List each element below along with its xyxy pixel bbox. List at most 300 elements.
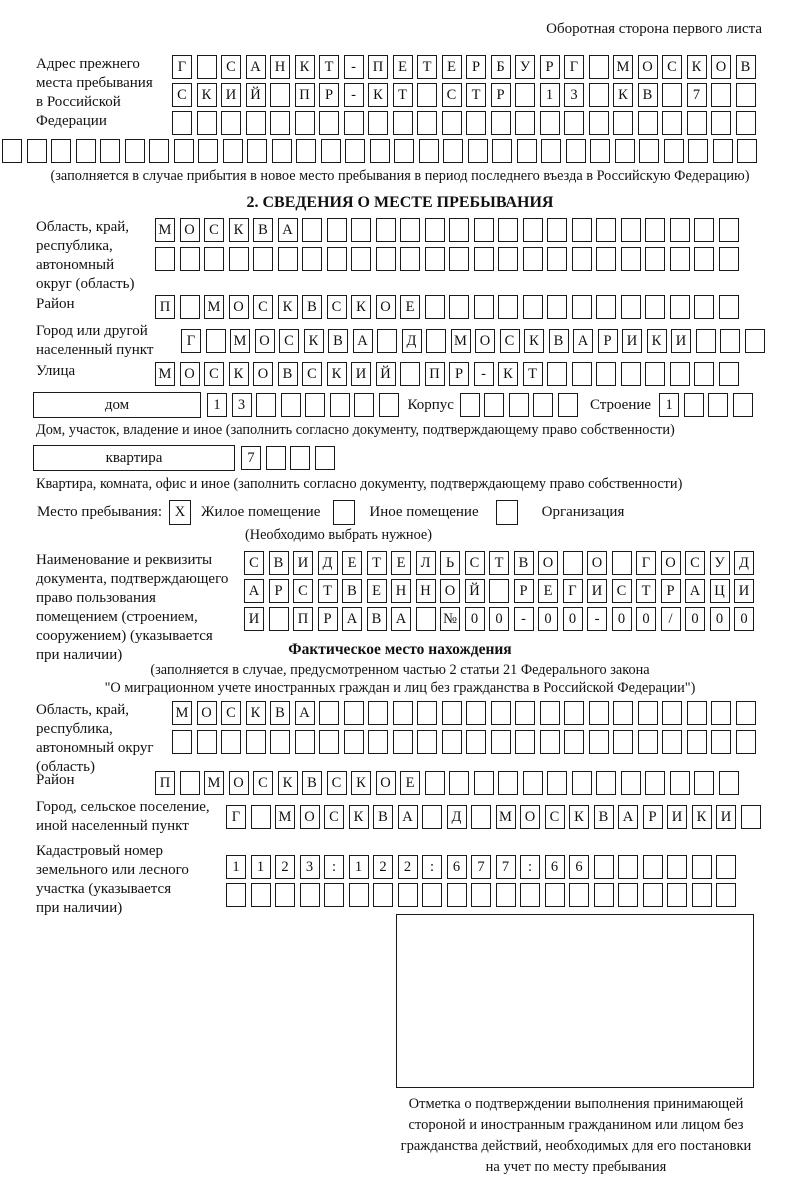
char-box[interactable] <box>594 883 614 907</box>
char-box[interactable]: К <box>351 295 371 319</box>
char-box[interactable]: Т <box>319 55 339 79</box>
char-box[interactable]: Р <box>319 83 339 107</box>
char-box[interactable]: И <box>293 551 313 575</box>
char-box[interactable] <box>547 362 567 386</box>
char-box[interactable] <box>540 701 560 725</box>
char-box[interactable] <box>474 218 494 242</box>
char-box[interactable] <box>442 730 462 754</box>
char-box[interactable] <box>468 139 488 163</box>
char-box[interactable]: В <box>278 362 298 386</box>
char-box[interactable] <box>687 730 707 754</box>
char-box[interactable] <box>376 218 396 242</box>
char-box[interactable] <box>269 607 289 631</box>
char-box[interactable] <box>204 247 224 271</box>
char-box[interactable]: Н <box>391 579 411 603</box>
char-box[interactable]: М <box>204 295 224 319</box>
char-box[interactable]: В <box>253 218 273 242</box>
char-box[interactable] <box>572 362 592 386</box>
char-box[interactable]: К <box>692 805 712 829</box>
char-box[interactable] <box>419 139 439 163</box>
char-box[interactable] <box>302 247 322 271</box>
char-box[interactable] <box>226 883 246 907</box>
char-box[interactable]: Т <box>523 362 543 386</box>
char-box[interactable]: С <box>442 83 462 107</box>
char-box[interactable] <box>613 701 633 725</box>
char-box[interactable] <box>400 362 420 386</box>
char-box[interactable] <box>564 111 584 135</box>
char-box[interactable] <box>155 247 175 271</box>
char-box[interactable] <box>643 855 663 879</box>
char-box[interactable] <box>296 139 316 163</box>
char-box[interactable]: Е <box>391 551 411 575</box>
char-box[interactable] <box>172 730 192 754</box>
char-box[interactable]: 6 <box>447 855 467 879</box>
char-box[interactable] <box>491 730 511 754</box>
char-box[interactable] <box>694 247 714 271</box>
char-box[interactable] <box>670 295 690 319</box>
char-box[interactable] <box>443 139 463 163</box>
stay-option-other-checkbox[interactable] <box>333 500 355 525</box>
char-box[interactable] <box>270 111 290 135</box>
char-box[interactable]: О <box>475 329 495 353</box>
char-box[interactable]: О <box>253 362 273 386</box>
char-box[interactable]: И <box>587 579 607 603</box>
char-box[interactable] <box>736 111 756 135</box>
char-box[interactable] <box>223 139 243 163</box>
char-box[interactable]: Л <box>416 551 436 575</box>
char-box[interactable] <box>515 701 535 725</box>
char-box[interactable]: Д <box>734 551 754 575</box>
char-box[interactable]: В <box>594 805 614 829</box>
char-box[interactable] <box>253 247 273 271</box>
char-box[interactable] <box>572 218 592 242</box>
char-box[interactable] <box>662 701 682 725</box>
char-box[interactable] <box>618 855 638 879</box>
char-box[interactable]: Т <box>466 83 486 107</box>
char-box[interactable]: И <box>671 329 691 353</box>
char-box[interactable] <box>692 855 712 879</box>
char-box[interactable] <box>319 730 339 754</box>
char-box[interactable] <box>221 730 241 754</box>
char-box[interactable] <box>613 111 633 135</box>
char-box[interactable] <box>246 730 266 754</box>
char-box[interactable] <box>498 247 518 271</box>
char-box[interactable]: И <box>221 83 241 107</box>
char-box[interactable] <box>425 218 445 242</box>
char-box[interactable] <box>589 83 609 107</box>
char-box[interactable]: Г <box>563 579 583 603</box>
char-box[interactable] <box>515 730 535 754</box>
char-box[interactable]: - <box>344 83 364 107</box>
char-box[interactable]: А <box>391 607 411 631</box>
char-box[interactable]: К <box>278 295 298 319</box>
char-box[interactable] <box>246 111 266 135</box>
char-box[interactable]: М <box>613 55 633 79</box>
char-box[interactable]: Е <box>342 551 362 575</box>
char-box[interactable]: О <box>180 362 200 386</box>
char-box[interactable]: Й <box>246 83 266 107</box>
char-box[interactable] <box>509 393 529 417</box>
char-box[interactable]: К <box>613 83 633 107</box>
char-box[interactable] <box>400 218 420 242</box>
char-box[interactable]: 6 <box>569 855 589 879</box>
char-box[interactable]: С <box>465 551 485 575</box>
char-box[interactable]: Р <box>318 607 338 631</box>
char-box[interactable] <box>566 139 586 163</box>
char-box[interactable] <box>174 139 194 163</box>
char-box[interactable] <box>471 805 491 829</box>
char-box[interactable]: В <box>270 701 290 725</box>
char-box[interactable]: 0 <box>538 607 558 631</box>
char-box[interactable] <box>449 771 469 795</box>
char-box[interactable] <box>737 139 757 163</box>
char-box[interactable] <box>523 247 543 271</box>
char-box[interactable]: Р <box>540 55 560 79</box>
char-box[interactable]: О <box>520 805 540 829</box>
char-box[interactable]: К <box>197 83 217 107</box>
char-box[interactable] <box>300 883 320 907</box>
char-box[interactable]: К <box>229 362 249 386</box>
char-box[interactable] <box>180 771 200 795</box>
char-box[interactable] <box>547 771 567 795</box>
char-box[interactable]: Р <box>643 805 663 829</box>
char-box[interactable]: К <box>327 362 347 386</box>
char-box[interactable] <box>720 329 740 353</box>
char-box[interactable] <box>667 883 687 907</box>
char-box[interactable] <box>180 295 200 319</box>
char-box[interactable]: Е <box>400 295 420 319</box>
char-box[interactable]: 2 <box>275 855 295 879</box>
char-box[interactable]: В <box>736 55 756 79</box>
char-box[interactable] <box>670 362 690 386</box>
char-box[interactable] <box>572 247 592 271</box>
char-box[interactable]: С <box>327 295 347 319</box>
char-box[interactable]: С <box>221 701 241 725</box>
char-box[interactable]: А <box>353 329 373 353</box>
char-box[interactable]: К <box>647 329 667 353</box>
char-box[interactable]: И <box>351 362 371 386</box>
char-box[interactable] <box>422 883 442 907</box>
char-box[interactable] <box>667 855 687 879</box>
char-box[interactable]: К <box>295 55 315 79</box>
char-box[interactable] <box>594 855 614 879</box>
char-box[interactable] <box>645 771 665 795</box>
char-box[interactable]: 7 <box>241 446 261 470</box>
char-box[interactable]: : <box>324 855 344 879</box>
char-box[interactable] <box>197 111 217 135</box>
char-box[interactable] <box>596 771 616 795</box>
char-box[interactable]: 0 <box>465 607 485 631</box>
char-box[interactable] <box>523 295 543 319</box>
char-box[interactable]: Т <box>393 83 413 107</box>
char-box[interactable] <box>612 551 632 575</box>
char-box[interactable]: В <box>302 771 322 795</box>
char-box[interactable]: М <box>275 805 295 829</box>
char-box[interactable]: М <box>230 329 250 353</box>
char-box[interactable] <box>27 139 47 163</box>
stay-option-organization-checkbox[interactable] <box>496 500 518 525</box>
char-box[interactable]: № <box>440 607 460 631</box>
char-box[interactable] <box>354 393 374 417</box>
char-box[interactable]: 0 <box>636 607 656 631</box>
char-box[interactable]: Е <box>400 771 420 795</box>
char-box[interactable] <box>229 247 249 271</box>
char-box[interactable]: 3 <box>232 393 252 417</box>
char-box[interactable]: 1 <box>207 393 227 417</box>
char-box[interactable]: 0 <box>685 607 705 631</box>
char-box[interactable] <box>349 883 369 907</box>
char-box[interactable] <box>621 771 641 795</box>
char-box[interactable] <box>569 883 589 907</box>
char-box[interactable] <box>449 247 469 271</box>
char-box[interactable] <box>645 218 665 242</box>
char-box[interactable] <box>377 329 397 353</box>
char-box[interactable] <box>719 771 739 795</box>
char-box[interactable] <box>149 139 169 163</box>
char-box[interactable] <box>719 247 739 271</box>
char-box[interactable]: 0 <box>489 607 509 631</box>
char-box[interactable]: У <box>710 551 730 575</box>
char-box[interactable]: К <box>349 805 369 829</box>
char-box[interactable] <box>711 701 731 725</box>
char-box[interactable] <box>368 730 388 754</box>
char-box[interactable]: Й <box>376 362 396 386</box>
char-box[interactable] <box>687 701 707 725</box>
char-box[interactable] <box>645 295 665 319</box>
char-box[interactable] <box>180 247 200 271</box>
char-box[interactable] <box>100 139 120 163</box>
char-box[interactable]: В <box>367 607 387 631</box>
char-box[interactable] <box>344 111 364 135</box>
char-box[interactable] <box>716 883 736 907</box>
char-box[interactable] <box>696 329 716 353</box>
char-box[interactable]: К <box>304 329 324 353</box>
char-box[interactable] <box>379 393 399 417</box>
char-box[interactable]: П <box>295 83 315 107</box>
char-box[interactable] <box>643 883 663 907</box>
char-box[interactable]: С <box>253 771 273 795</box>
char-box[interactable] <box>295 730 315 754</box>
char-box[interactable] <box>719 218 739 242</box>
char-box[interactable]: К <box>368 83 388 107</box>
char-box[interactable]: Д <box>447 805 467 829</box>
char-box[interactable] <box>484 393 504 417</box>
char-box[interactable] <box>621 218 641 242</box>
char-box[interactable] <box>692 883 712 907</box>
char-box[interactable] <box>197 55 217 79</box>
char-box[interactable]: И <box>667 805 687 829</box>
char-box[interactable] <box>400 247 420 271</box>
char-box[interactable]: Т <box>489 551 509 575</box>
char-box[interactable] <box>736 730 756 754</box>
char-box[interactable]: О <box>180 218 200 242</box>
char-box[interactable] <box>417 111 437 135</box>
char-box[interactable] <box>368 111 388 135</box>
char-box[interactable]: 1 <box>349 855 369 879</box>
char-box[interactable]: В <box>549 329 569 353</box>
char-box[interactable]: Р <box>598 329 618 353</box>
char-box[interactable]: 3 <box>564 83 584 107</box>
char-box[interactable]: О <box>711 55 731 79</box>
char-box[interactable] <box>615 139 635 163</box>
char-box[interactable] <box>492 139 512 163</box>
char-box[interactable] <box>719 362 739 386</box>
char-box[interactable] <box>498 771 518 795</box>
char-box[interactable] <box>716 855 736 879</box>
char-box[interactable]: Т <box>318 579 338 603</box>
char-box[interactable] <box>125 139 145 163</box>
char-box[interactable]: Е <box>538 579 558 603</box>
char-box[interactable] <box>491 111 511 135</box>
char-box[interactable]: О <box>229 295 249 319</box>
char-box[interactable] <box>442 111 462 135</box>
char-box[interactable]: М <box>155 218 175 242</box>
char-box[interactable]: Г <box>564 55 584 79</box>
char-box[interactable] <box>251 805 271 829</box>
char-box[interactable] <box>572 295 592 319</box>
char-box[interactable]: В <box>342 579 362 603</box>
char-box[interactable] <box>290 446 310 470</box>
char-box[interactable]: О <box>300 805 320 829</box>
char-box[interactable] <box>324 883 344 907</box>
char-box[interactable]: П <box>368 55 388 79</box>
char-box[interactable]: - <box>474 362 494 386</box>
char-box[interactable]: В <box>373 805 393 829</box>
char-box[interactable] <box>708 393 728 417</box>
char-box[interactable]: С <box>500 329 520 353</box>
char-box[interactable] <box>319 701 339 725</box>
char-box[interactable]: К <box>246 701 266 725</box>
char-box[interactable] <box>736 701 756 725</box>
char-box[interactable]: Т <box>367 551 387 575</box>
char-box[interactable] <box>76 139 96 163</box>
char-box[interactable] <box>694 362 714 386</box>
char-box[interactable] <box>713 139 733 163</box>
char-box[interactable] <box>368 701 388 725</box>
char-box[interactable] <box>498 218 518 242</box>
char-box[interactable]: С <box>324 805 344 829</box>
char-box[interactable]: Т <box>417 55 437 79</box>
char-box[interactable] <box>589 730 609 754</box>
char-box[interactable]: С <box>302 362 322 386</box>
char-box[interactable] <box>330 393 350 417</box>
char-box[interactable] <box>442 701 462 725</box>
char-box[interactable] <box>474 771 494 795</box>
char-box[interactable] <box>393 701 413 725</box>
char-box[interactable] <box>270 83 290 107</box>
char-box[interactable] <box>711 111 731 135</box>
char-box[interactable] <box>687 111 707 135</box>
char-box[interactable] <box>281 393 301 417</box>
char-box[interactable] <box>664 139 684 163</box>
char-box[interactable]: М <box>204 771 224 795</box>
char-box[interactable]: С <box>204 218 224 242</box>
char-box[interactable] <box>376 247 396 271</box>
char-box[interactable] <box>425 771 445 795</box>
char-box[interactable]: М <box>451 329 471 353</box>
char-box[interactable] <box>417 701 437 725</box>
char-box[interactable]: К <box>498 362 518 386</box>
char-box[interactable]: М <box>172 701 192 725</box>
char-box[interactable]: - <box>514 607 534 631</box>
char-box[interactable] <box>425 247 445 271</box>
char-box[interactable]: С <box>685 551 705 575</box>
char-box[interactable]: А <box>342 607 362 631</box>
char-box[interactable]: О <box>587 551 607 575</box>
char-box[interactable] <box>474 247 494 271</box>
char-box[interactable] <box>295 111 315 135</box>
stay-option-residential-checkbox[interactable]: X <box>169 500 191 525</box>
char-box[interactable] <box>302 218 322 242</box>
char-box[interactable] <box>564 701 584 725</box>
char-box[interactable] <box>321 139 341 163</box>
char-box[interactable]: Е <box>367 579 387 603</box>
char-box[interactable]: С <box>221 55 241 79</box>
char-box[interactable] <box>540 730 560 754</box>
char-box[interactable] <box>416 607 436 631</box>
char-box[interactable]: Е <box>442 55 462 79</box>
char-box[interactable] <box>541 139 561 163</box>
char-box[interactable]: С <box>545 805 565 829</box>
char-box[interactable] <box>315 446 335 470</box>
char-box[interactable] <box>741 805 761 829</box>
char-box[interactable] <box>572 771 592 795</box>
char-box[interactable]: К <box>687 55 707 79</box>
char-box[interactable]: 1 <box>251 855 271 879</box>
char-box[interactable] <box>466 730 486 754</box>
char-box[interactable]: И <box>734 579 754 603</box>
char-box[interactable] <box>449 295 469 319</box>
char-box[interactable] <box>351 218 371 242</box>
char-box[interactable]: Р <box>466 55 486 79</box>
char-box[interactable] <box>373 883 393 907</box>
char-box[interactable]: К <box>569 805 589 829</box>
char-box[interactable]: В <box>302 295 322 319</box>
char-box[interactable]: О <box>538 551 558 575</box>
char-box[interactable] <box>670 247 690 271</box>
char-box[interactable]: 6 <box>545 855 565 879</box>
char-box[interactable] <box>662 730 682 754</box>
char-box[interactable] <box>745 329 765 353</box>
char-box[interactable] <box>545 883 565 907</box>
char-box[interactable] <box>618 883 638 907</box>
char-box[interactable]: 0 <box>612 607 632 631</box>
char-box[interactable] <box>638 701 658 725</box>
char-box[interactable] <box>596 295 616 319</box>
char-box[interactable] <box>394 139 414 163</box>
char-box[interactable] <box>344 730 364 754</box>
char-box[interactable]: С <box>279 329 299 353</box>
char-box[interactable]: А <box>246 55 266 79</box>
char-box[interactable] <box>694 295 714 319</box>
char-box[interactable]: А <box>295 701 315 725</box>
char-box[interactable] <box>621 247 641 271</box>
char-box[interactable] <box>596 218 616 242</box>
char-box[interactable] <box>426 329 446 353</box>
char-box[interactable] <box>547 295 567 319</box>
char-box[interactable] <box>736 83 756 107</box>
char-box[interactable] <box>425 295 445 319</box>
char-box[interactable]: Ь <box>440 551 460 575</box>
char-box[interactable] <box>621 362 641 386</box>
char-box[interactable]: М <box>496 805 516 829</box>
char-box[interactable]: - <box>587 607 607 631</box>
char-box[interactable]: : <box>520 855 540 879</box>
char-box[interactable]: В <box>269 551 289 575</box>
char-box[interactable] <box>327 218 347 242</box>
char-box[interactable]: 1 <box>226 855 246 879</box>
char-box[interactable] <box>422 805 442 829</box>
